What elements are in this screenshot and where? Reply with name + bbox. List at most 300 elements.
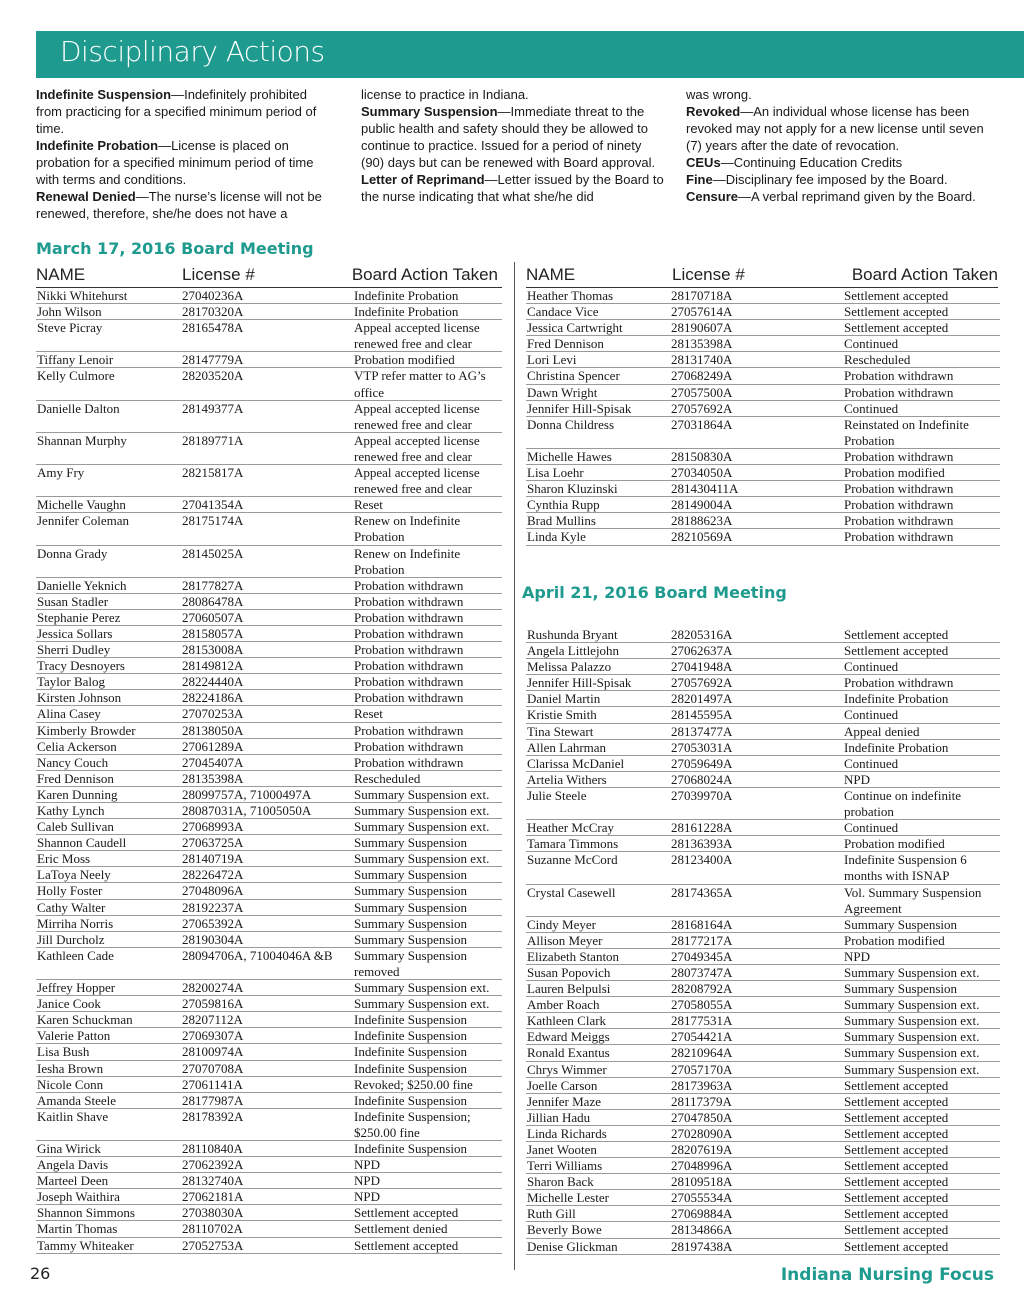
action-cell: Renew on Indefinite Probation bbox=[354, 545, 461, 577]
action-cell: Indefinite Suspension bbox=[354, 1028, 468, 1044]
table-row bbox=[36, 433, 502, 465]
name-cell: Steve Picray bbox=[37, 320, 103, 336]
license-cell: 28226472A bbox=[182, 867, 244, 883]
action-cell: Indefinite Probation bbox=[844, 691, 949, 707]
license-cell: 28145025A bbox=[182, 545, 244, 561]
april-table bbox=[526, 627, 1000, 1255]
action-cell: Probation modified bbox=[844, 465, 945, 481]
table-row bbox=[36, 610, 502, 626]
action-cell: Summary Suspension ext. bbox=[354, 851, 490, 867]
license-cell: 27041354A bbox=[182, 497, 244, 513]
name-cell: Chrys Wimmer bbox=[527, 1061, 607, 1077]
license-cell: 28177217A bbox=[671, 932, 733, 948]
column-header-name: NAME bbox=[36, 265, 86, 284]
name-cell: Mirriha Norris bbox=[37, 915, 114, 931]
license-cell: 27057614A bbox=[671, 304, 733, 320]
license-cell: 27059649A bbox=[671, 755, 733, 771]
license-cell: 27062181A bbox=[182, 1189, 244, 1205]
action-cell: Summary Suspension ext. bbox=[844, 1045, 980, 1061]
name-cell: Donna Grady bbox=[37, 545, 108, 561]
table-row bbox=[526, 1062, 1000, 1078]
definitions-column-1 bbox=[36, 86, 336, 222]
license-cell: 28170718A bbox=[671, 288, 733, 303]
name-cell: Joseph Waithira bbox=[37, 1189, 120, 1205]
action-cell: NPD bbox=[354, 1173, 381, 1189]
name-cell: Artelia Withers bbox=[527, 771, 607, 787]
license-cell: 28177531A bbox=[671, 1013, 733, 1029]
table-row bbox=[36, 706, 502, 722]
action-cell: Probation withdrawn bbox=[844, 481, 954, 497]
license-cell: 28109518A bbox=[671, 1174, 733, 1190]
name-cell: Angela Littlejohn bbox=[527, 643, 620, 659]
license-cell: 27063725A bbox=[182, 835, 244, 851]
name-cell: Jillian Hadu bbox=[527, 1109, 591, 1125]
name-cell: Shannan Murphy bbox=[37, 432, 127, 448]
column-header-name: NAME bbox=[526, 265, 576, 284]
table-row bbox=[36, 739, 502, 755]
table-row bbox=[526, 659, 1000, 675]
action-cell: Summary Suspension bbox=[354, 899, 468, 915]
table-row bbox=[526, 320, 1000, 336]
name-cell: Nicole Conn bbox=[37, 1076, 104, 1092]
name-cell: Christina Spencer bbox=[527, 368, 620, 384]
table-row bbox=[36, 803, 502, 819]
definition-text: —An individual whose license has been revoked may not apply for a new license until seven (7) years after the date of revocation. bbox=[686, 104, 984, 153]
name-cell: Lisa Bush bbox=[37, 1044, 90, 1060]
name-cell: Jennifer Hill-Spisak bbox=[527, 675, 632, 691]
action-cell: Rescheduled bbox=[354, 770, 421, 786]
license-cell: 27057692A bbox=[671, 675, 733, 691]
action-cell: Probation withdrawn bbox=[354, 577, 464, 593]
action-cell: Indefinite Suspension bbox=[354, 1060, 468, 1076]
license-cell: 28200274A bbox=[182, 980, 244, 996]
license-cell: 28197438A bbox=[671, 1238, 733, 1254]
page-title: Disciplinary Actions bbox=[60, 35, 325, 68]
action-cell: Indefinite Probation bbox=[844, 739, 949, 755]
definitions-column-2 bbox=[361, 86, 667, 205]
license-cell: 27058055A bbox=[671, 997, 733, 1013]
action-cell: Indefinite Suspension; $250.00 fine bbox=[354, 1108, 471, 1140]
license-cell: 27070708A bbox=[182, 1060, 244, 1076]
table-row bbox=[36, 1173, 502, 1189]
definition-term: Revoked bbox=[686, 104, 741, 119]
table-row bbox=[526, 1142, 1000, 1158]
action-cell: Settlement accepted bbox=[844, 1174, 949, 1190]
table-row bbox=[526, 1029, 1000, 1045]
definition-term: Renewal Denied bbox=[36, 189, 136, 204]
name-cell: Rushunda Bryant bbox=[527, 627, 618, 642]
name-cell: Caleb Sullivan bbox=[37, 819, 114, 835]
table-row bbox=[36, 320, 502, 352]
name-cell: Sharon Back bbox=[527, 1174, 594, 1190]
table-row bbox=[526, 1222, 1000, 1238]
license-cell: 27068024A bbox=[671, 771, 733, 787]
action-cell: Settlement accepted bbox=[844, 1125, 949, 1141]
table-row bbox=[36, 1205, 502, 1221]
name-cell: Julie Steele bbox=[527, 787, 587, 803]
name-cell: LaToya Neely bbox=[37, 867, 111, 883]
action-cell: Probation withdrawn bbox=[354, 722, 464, 738]
name-cell: Linda Kyle bbox=[527, 529, 586, 545]
license-cell: 28135398A bbox=[182, 770, 244, 786]
license-cell: 28137477A bbox=[671, 723, 733, 739]
action-cell: Appeal accepted license renewed free and clear bbox=[354, 465, 480, 497]
table-row bbox=[36, 642, 502, 658]
table-row bbox=[526, 836, 1000, 852]
license-cell: 28087031A, 71005050A bbox=[182, 803, 312, 818]
license-cell: 27055534A bbox=[671, 1190, 733, 1206]
name-cell: Kathleen Clark bbox=[527, 1013, 607, 1029]
license-cell: 27045407A bbox=[182, 754, 244, 770]
table-row bbox=[526, 643, 1000, 659]
action-cell: Appeal denied bbox=[844, 723, 920, 739]
name-cell: Linda Richards bbox=[527, 1125, 607, 1141]
action-cell: Vol. Summary Suspension Agreement bbox=[844, 884, 982, 916]
definition bbox=[36, 188, 336, 222]
table-row bbox=[526, 385, 1000, 401]
table-row bbox=[526, 707, 1000, 723]
license-cell: 27059816A bbox=[182, 996, 244, 1012]
action-cell: Summary Suspension bbox=[354, 883, 468, 899]
action-cell: Indefinite Probation bbox=[354, 288, 459, 303]
name-cell: Janice Cook bbox=[37, 996, 101, 1012]
license-cell: 28177987A bbox=[182, 1092, 244, 1108]
table-row bbox=[36, 932, 502, 948]
page-number: 26 bbox=[30, 1264, 51, 1283]
name-cell: Amanda Steele bbox=[37, 1092, 117, 1108]
license-cell: 27061141A bbox=[182, 1076, 243, 1092]
license-cell: 28073747A bbox=[671, 964, 733, 980]
action-cell: NPD bbox=[354, 1189, 381, 1205]
table-row bbox=[526, 820, 1000, 836]
table-row bbox=[526, 368, 1000, 384]
action-cell: Renew on Indefinite Probation bbox=[354, 513, 461, 545]
name-cell: Nancy Couch bbox=[37, 754, 109, 770]
action-cell: Rescheduled bbox=[844, 352, 911, 368]
table-row bbox=[526, 336, 1000, 352]
name-cell: Sharon Kluzinski bbox=[527, 481, 618, 497]
license-cell: 281430411A bbox=[671, 481, 739, 497]
name-cell: Clarissa McDaniel bbox=[527, 755, 625, 771]
action-cell: Reset bbox=[354, 706, 383, 722]
action-cell: Probation withdrawn bbox=[354, 593, 464, 609]
license-cell: 28165478A bbox=[182, 320, 244, 336]
action-cell: Indefinite Suspension bbox=[354, 1044, 468, 1060]
name-cell: Melissa Palazzo bbox=[527, 659, 612, 675]
name-cell: Karen Dunning bbox=[37, 786, 118, 802]
name-cell: Sherri Dudley bbox=[37, 642, 111, 658]
march-meeting-title: March 17, 2016 Board Meeting bbox=[36, 239, 314, 258]
name-cell: Heather McCray bbox=[527, 820, 614, 836]
action-cell: Probation withdrawn bbox=[844, 513, 954, 529]
action-cell: Settlement accepted bbox=[844, 320, 949, 336]
name-cell: Crystal Casewell bbox=[527, 884, 616, 900]
license-cell: 27034050A bbox=[671, 465, 733, 481]
license-cell: 28145595A bbox=[671, 707, 733, 723]
name-cell: Susan Stadler bbox=[37, 593, 109, 609]
table-row bbox=[36, 867, 502, 883]
table-row bbox=[526, 981, 1000, 997]
action-cell: Probation modified bbox=[844, 932, 945, 948]
table-row bbox=[526, 465, 1000, 481]
table-row bbox=[526, 675, 1000, 691]
name-cell: Janet Wooten bbox=[527, 1142, 597, 1157]
table-row bbox=[36, 1077, 502, 1093]
table-row bbox=[36, 835, 502, 851]
name-cell: Kaitlin Shave bbox=[37, 1108, 109, 1124]
table-row bbox=[526, 352, 1000, 368]
action-cell: Summary Suspension bbox=[354, 915, 468, 931]
license-cell: 28086478A bbox=[182, 593, 244, 609]
license-cell: 28207112A bbox=[182, 1012, 243, 1028]
table-row bbox=[526, 756, 1000, 772]
license-cell: 27057692A bbox=[671, 400, 733, 416]
table-row bbox=[36, 513, 502, 545]
name-cell: Valerie Patton bbox=[37, 1028, 111, 1044]
action-cell: Continued bbox=[844, 755, 899, 771]
license-cell: 28210569A bbox=[671, 529, 733, 545]
action-cell: Probation withdrawn bbox=[844, 384, 954, 400]
action-cell: Continued bbox=[844, 336, 899, 352]
action-cell: Summary Suspension ext. bbox=[354, 980, 490, 996]
name-cell: Suzanne McCord bbox=[527, 852, 618, 868]
name-cell: John Wilson bbox=[37, 304, 102, 320]
license-cell: 27057170A bbox=[671, 1061, 733, 1077]
license-cell: 28205316A bbox=[671, 627, 733, 642]
action-cell: Settlement accepted bbox=[844, 1238, 949, 1254]
name-cell: Heather Thomas bbox=[527, 288, 614, 303]
action-cell: Settlement accepted bbox=[844, 304, 949, 320]
name-cell: Shannon Simmons bbox=[37, 1205, 135, 1221]
table-row bbox=[36, 948, 502, 980]
license-cell: 27065392A bbox=[182, 915, 244, 931]
license-cell: 28153008A bbox=[182, 642, 244, 658]
name-cell: Lauren Belpulsi bbox=[527, 981, 611, 997]
action-cell: Probation withdrawn bbox=[844, 448, 954, 464]
name-cell: Tracy Desnoyers bbox=[37, 658, 125, 674]
action-cell: Summary Suspension ext. bbox=[844, 1061, 980, 1077]
name-cell: Shannon Caudell bbox=[37, 835, 127, 851]
table-row bbox=[526, 885, 1000, 917]
name-cell: Lori Levi bbox=[527, 352, 577, 368]
name-cell: Jennifer Coleman bbox=[37, 513, 130, 529]
table-row bbox=[36, 723, 502, 739]
definition bbox=[36, 137, 336, 188]
name-cell: Elizabeth Stanton bbox=[527, 948, 620, 964]
name-cell: Michelle Lester bbox=[527, 1190, 609, 1206]
license-cell: 27060507A bbox=[182, 609, 244, 625]
table-row bbox=[36, 626, 502, 642]
action-cell: Probation withdrawn bbox=[354, 674, 464, 690]
name-cell: Nikki Whitehurst bbox=[37, 288, 128, 303]
license-cell: 27038030A bbox=[182, 1205, 244, 1221]
license-cell: 27048096A bbox=[182, 883, 244, 899]
table-row bbox=[36, 497, 502, 513]
action-cell: Indefinite Suspension 6 months with ISNAP bbox=[844, 852, 967, 884]
license-cell: 28131740A bbox=[671, 352, 733, 368]
table-row bbox=[526, 772, 1000, 788]
license-cell: 27028090A bbox=[671, 1125, 733, 1141]
license-cell: 28110702A bbox=[182, 1221, 243, 1237]
table-row bbox=[526, 304, 1000, 320]
table-row bbox=[526, 788, 1000, 820]
action-cell: Continued bbox=[844, 400, 899, 416]
action-cell: Indefinite Suspension bbox=[354, 1012, 468, 1028]
name-cell: Edward Meiggs bbox=[527, 1029, 610, 1045]
definition bbox=[36, 86, 336, 137]
action-cell: Settlement accepted bbox=[844, 1158, 949, 1174]
name-cell: Jill Durcholz bbox=[37, 931, 105, 947]
action-cell: Summary Suspension ext. bbox=[844, 997, 980, 1013]
definition bbox=[686, 86, 990, 103]
name-cell: Ronald Exantus bbox=[527, 1045, 610, 1061]
table-row bbox=[526, 852, 1000, 884]
license-cell: 28149812A bbox=[182, 658, 244, 674]
column-header-license: License # bbox=[182, 265, 255, 284]
action-cell: Probation withdrawn bbox=[354, 642, 464, 658]
action-cell: Settlement accepted bbox=[844, 1190, 949, 1206]
action-cell: Settlement accepted bbox=[844, 288, 949, 303]
definition-text: —A verbal reprimand given by the Board. bbox=[738, 189, 976, 204]
table-row bbox=[526, 691, 1000, 707]
definition-term: Indefinite Suspension bbox=[36, 87, 172, 102]
name-cell: Stephanie Perez bbox=[37, 609, 121, 625]
table-row bbox=[36, 546, 502, 578]
table-row bbox=[36, 401, 502, 433]
action-cell: Summary Suspension removed bbox=[354, 947, 468, 979]
license-cell: 28224440A bbox=[182, 674, 244, 690]
license-cell: 28161228A bbox=[671, 820, 733, 836]
action-cell: Continue on indefinite probation bbox=[844, 787, 961, 820]
name-cell: Denise Glickman bbox=[527, 1238, 618, 1254]
page-banner bbox=[36, 31, 1024, 78]
definition-term: Letter of Reprimand bbox=[361, 172, 485, 187]
license-cell: 28203520A bbox=[182, 368, 244, 384]
license-cell: 28110840A bbox=[182, 1140, 243, 1156]
name-cell: Cathy Walter bbox=[37, 899, 106, 915]
table-row bbox=[36, 658, 502, 674]
table-row bbox=[36, 819, 502, 835]
action-cell: Probation withdrawn bbox=[354, 738, 464, 754]
license-cell: 28117379A bbox=[671, 1093, 732, 1109]
action-cell: Settlement accepted bbox=[844, 627, 949, 642]
table-row bbox=[526, 288, 1000, 304]
license-cell: 28208792A bbox=[671, 981, 733, 997]
table-row bbox=[526, 1094, 1000, 1110]
name-cell: Celia Ackerson bbox=[37, 738, 117, 754]
license-cell: 28100974A bbox=[182, 1044, 244, 1060]
action-cell: Probation modified bbox=[844, 836, 945, 852]
action-cell: Probation withdrawn bbox=[844, 368, 954, 384]
license-cell: 27061289A bbox=[182, 738, 244, 754]
license-cell: 28150830A bbox=[671, 448, 733, 464]
table-row bbox=[526, 627, 1000, 643]
license-cell: 28174365A bbox=[671, 884, 733, 900]
table-row bbox=[36, 1044, 502, 1060]
action-cell: Summary Suspension ext. bbox=[354, 786, 490, 802]
name-cell: Joelle Carson bbox=[527, 1077, 598, 1093]
table-row bbox=[526, 949, 1000, 965]
table-row bbox=[526, 1013, 1000, 1029]
definition bbox=[686, 171, 990, 188]
definition bbox=[361, 103, 667, 171]
definition-text: —License is placed on probation for a specified minimum period of time with terms and conditions. bbox=[36, 138, 314, 187]
definitions-column-3 bbox=[686, 86, 990, 205]
name-cell: Karen Schuckman bbox=[37, 1012, 133, 1028]
table-row bbox=[36, 1221, 502, 1237]
action-cell: Settlement accepted bbox=[844, 1109, 949, 1125]
license-cell: 27068249A bbox=[671, 368, 733, 384]
action-cell: Probation withdrawn bbox=[354, 690, 464, 706]
table-row bbox=[36, 288, 502, 304]
license-cell: 27052753A bbox=[182, 1237, 244, 1253]
action-cell: Continued bbox=[844, 820, 899, 836]
table-row bbox=[36, 1189, 502, 1205]
license-cell: 27048996A bbox=[671, 1158, 733, 1174]
name-cell: Susan Popovich bbox=[527, 964, 611, 980]
table-row bbox=[526, 449, 1000, 465]
name-cell: Kristie Smith bbox=[527, 707, 597, 723]
action-cell: Settlement accepted bbox=[844, 1222, 949, 1238]
license-cell: 28135398A bbox=[671, 336, 733, 352]
name-cell: Amy Fry bbox=[37, 465, 85, 481]
definition-term: Fine bbox=[686, 172, 713, 187]
action-cell: Settlement accepted bbox=[354, 1205, 459, 1221]
left-table-header bbox=[36, 263, 502, 288]
license-cell: 27069884A bbox=[671, 1206, 733, 1222]
name-cell: Daniel Martin bbox=[527, 691, 601, 707]
license-cell: 28189771A bbox=[182, 432, 244, 448]
name-cell: Danielle Yeknich bbox=[37, 577, 127, 593]
table-row bbox=[36, 1238, 502, 1254]
name-cell: Michelle Vaughn bbox=[37, 497, 126, 513]
name-cell: Jeffrey Hopper bbox=[37, 980, 116, 996]
name-cell: Gina Wirick bbox=[37, 1140, 101, 1156]
action-cell: NPD bbox=[844, 948, 871, 964]
license-cell: 28170320A bbox=[182, 304, 244, 320]
license-cell: 27054421A bbox=[671, 1029, 733, 1045]
license-cell: 28188623A bbox=[671, 513, 733, 529]
name-cell: Tamara Timmons bbox=[527, 836, 619, 852]
table-row bbox=[36, 1012, 502, 1028]
license-cell: 27062392A bbox=[182, 1157, 244, 1173]
definition-text: —Immediate threat to the public health and safety should they be allowed to continue to practice. Issued for a period of ninety (90) days but can be renewed with Board approval. bbox=[361, 104, 656, 170]
table-row bbox=[526, 1110, 1000, 1126]
definition bbox=[361, 171, 667, 205]
action-cell: Continued bbox=[844, 659, 899, 675]
license-cell: 28207619A bbox=[671, 1142, 733, 1157]
table-row bbox=[36, 900, 502, 916]
definition bbox=[361, 86, 667, 103]
name-cell: Cynthia Rupp bbox=[527, 497, 600, 513]
table-row bbox=[36, 883, 502, 899]
table-row bbox=[36, 578, 502, 594]
name-cell: Kimberly Browder bbox=[37, 722, 136, 738]
action-cell: Settlement accepted bbox=[844, 643, 949, 659]
action-cell: Continued bbox=[844, 707, 899, 723]
name-cell: Kelly Culmore bbox=[37, 368, 115, 384]
table-row bbox=[36, 1109, 502, 1141]
license-cell: 28173963A bbox=[671, 1077, 733, 1093]
license-cell: 27069307A bbox=[182, 1028, 244, 1044]
name-cell: Angela Davis bbox=[37, 1157, 109, 1173]
table-row bbox=[526, 1174, 1000, 1190]
action-cell: Probation withdrawn bbox=[844, 497, 954, 513]
definition bbox=[686, 188, 990, 205]
column-header-license: License # bbox=[672, 265, 745, 284]
table-row bbox=[36, 690, 502, 706]
table-row bbox=[36, 1141, 502, 1157]
